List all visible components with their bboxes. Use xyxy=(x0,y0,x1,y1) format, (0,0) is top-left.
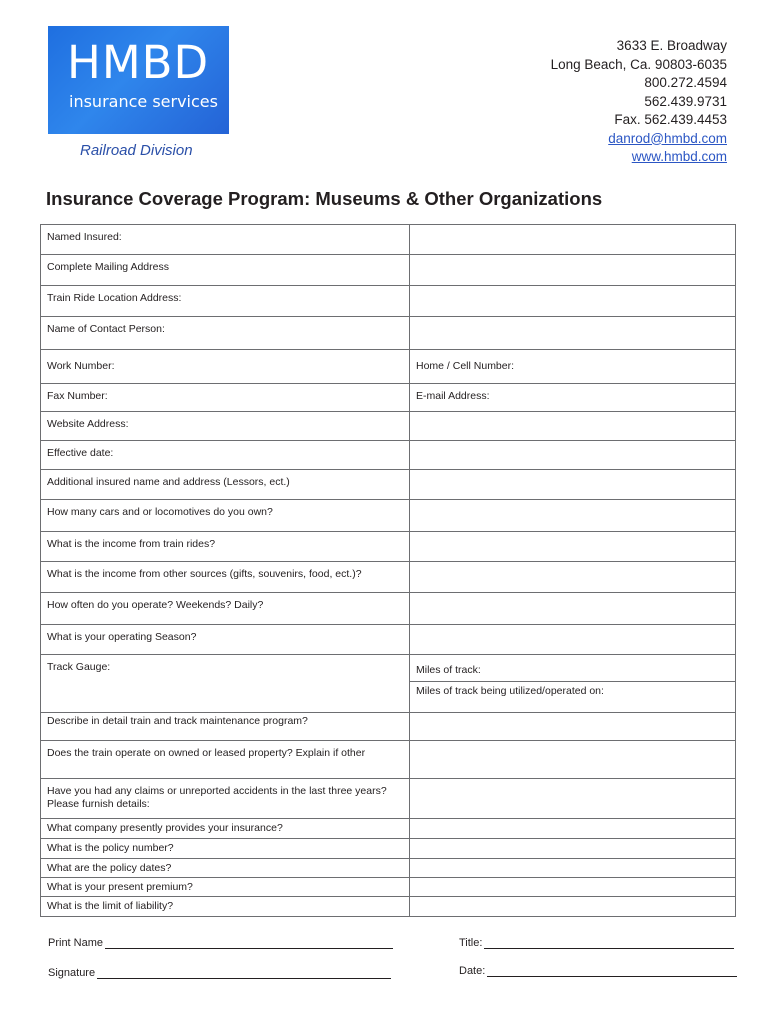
form-row xyxy=(41,839,736,859)
form-label: Have you had any claims or unreported accidents in the last three years? Please furnish details: xyxy=(41,779,410,819)
form-label: What company presently provides your insurance? xyxy=(41,819,410,839)
form-answer-field[interactable]: Miles of track: xyxy=(410,655,736,682)
form-label: What is your present premium? xyxy=(41,878,410,897)
form-label: Additional insured name and address (Lessors, ect.) xyxy=(41,470,410,500)
form-row xyxy=(41,741,736,779)
form-row xyxy=(41,897,736,917)
logo-sub-text: insurance services xyxy=(69,92,218,111)
company-logo xyxy=(48,26,229,134)
form-label: What is the policy number? xyxy=(41,839,410,859)
division-label: Railroad Division xyxy=(80,142,193,159)
form-label: What is the income from other sources (gifts, souvenirs, food, ect.)? xyxy=(41,562,410,593)
form-answer-field[interactable]: Home / Cell Number: xyxy=(410,350,736,384)
form-label: Fax Number: xyxy=(41,384,410,412)
form-answer-field[interactable]: Miles of track being utilized/operated on: xyxy=(410,682,736,713)
form-row xyxy=(41,441,736,470)
form-answer-field[interactable] xyxy=(410,819,736,839)
date-line[interactable] xyxy=(487,967,737,977)
form-answer-field[interactable] xyxy=(410,713,736,741)
form-row xyxy=(41,412,736,441)
form-answer-field[interactable] xyxy=(410,897,736,917)
form-row xyxy=(41,859,736,878)
form-row xyxy=(41,713,736,741)
form-label: Website Address: xyxy=(41,412,410,441)
form-answer-field[interactable] xyxy=(410,286,736,317)
form-label: Track Gauge: xyxy=(41,655,410,713)
form-label: What is your operating Season? xyxy=(41,625,410,655)
form-row xyxy=(41,384,736,412)
address-line: Long Beach, Ca. 90803-6035 xyxy=(550,56,727,72)
website-link[interactable]: www.hmbd.com xyxy=(631,149,727,164)
form-label: Named Insured: xyxy=(41,225,410,255)
form-answer-field[interactable] xyxy=(410,441,736,470)
phone-line: 800.272.4594 xyxy=(644,75,727,90)
form-row xyxy=(41,593,736,625)
form-label: What is the income from train rides? xyxy=(41,532,410,562)
form-row xyxy=(41,255,736,286)
form-answer-field[interactable] xyxy=(410,412,736,441)
print-name-label: Print Name xyxy=(48,937,104,949)
form-label: What are the policy dates? xyxy=(41,859,410,878)
form-label: Complete Mailing Address xyxy=(41,255,410,286)
form-row xyxy=(41,655,736,682)
form-label: What is the limit of liability? xyxy=(41,897,410,917)
title-label: Title: xyxy=(459,937,483,949)
form-answer-field[interactable] xyxy=(410,500,736,532)
email-link[interactable]: danrod@hmbd.com xyxy=(608,130,727,146)
form-label: Train Ride Location Address: xyxy=(41,286,410,317)
form-row xyxy=(41,470,736,500)
form-answer-field[interactable] xyxy=(410,593,736,625)
address-line: 3633 E. Broadway xyxy=(616,38,727,53)
form-label: Does the train operate on owned or leased property? Explain if other xyxy=(41,741,410,779)
form-label: How often do you operate? Weekends? Daily? xyxy=(41,593,410,625)
form-row xyxy=(41,562,736,593)
form-answer-field[interactable] xyxy=(410,839,736,859)
form-row xyxy=(41,819,736,839)
form-row xyxy=(41,779,736,819)
form-answer-field[interactable] xyxy=(410,859,736,878)
fax-line: Fax. 562.439.4453 xyxy=(614,112,727,127)
form-label: Name of Contact Person: xyxy=(41,317,410,350)
company-address xyxy=(551,37,727,167)
form-answer-field[interactable] xyxy=(410,741,736,779)
signature-line[interactable] xyxy=(97,969,391,979)
title-field xyxy=(459,937,734,949)
form-row xyxy=(41,286,736,317)
form-answer-field[interactable] xyxy=(410,317,736,350)
form-label: Effective date: xyxy=(41,441,410,470)
phone-line: 562.439.9731 xyxy=(644,93,727,109)
form-label: Work Number: xyxy=(41,350,410,384)
form-answer-field[interactable] xyxy=(410,562,736,593)
print-name-line[interactable] xyxy=(105,939,393,949)
form-answer-field[interactable] xyxy=(410,625,736,655)
date-label: Date: xyxy=(459,965,486,977)
date-field xyxy=(459,965,737,977)
form-row xyxy=(41,225,736,255)
form-row xyxy=(41,878,736,897)
form-answer-field[interactable] xyxy=(410,470,736,500)
form-answer-field[interactable] xyxy=(410,878,736,897)
form-answer-field[interactable]: E-mail Address: xyxy=(410,384,736,412)
form-title: Insurance Coverage Program: Museums & Other Organizations xyxy=(46,188,603,209)
print-name-field xyxy=(48,937,393,949)
form-label: How many cars and or locomotives do you own? xyxy=(41,500,410,532)
form-answer-field[interactable] xyxy=(410,532,736,562)
form-row xyxy=(41,625,736,655)
form-label: Describe in detail train and track maintenance program? xyxy=(41,713,410,741)
form-answer-field[interactable] xyxy=(410,255,736,286)
form-row xyxy=(41,500,736,532)
application-form-table xyxy=(40,224,736,917)
form-answer-field[interactable] xyxy=(410,779,736,819)
signature-label: Signature xyxy=(48,967,96,979)
form-answer-field[interactable] xyxy=(410,225,736,255)
logo-main-text: HMBD xyxy=(67,36,210,89)
form-row xyxy=(41,532,736,562)
form-row xyxy=(41,317,736,350)
title-line[interactable] xyxy=(484,939,734,949)
signature-field xyxy=(48,967,391,979)
form-row xyxy=(41,350,736,384)
